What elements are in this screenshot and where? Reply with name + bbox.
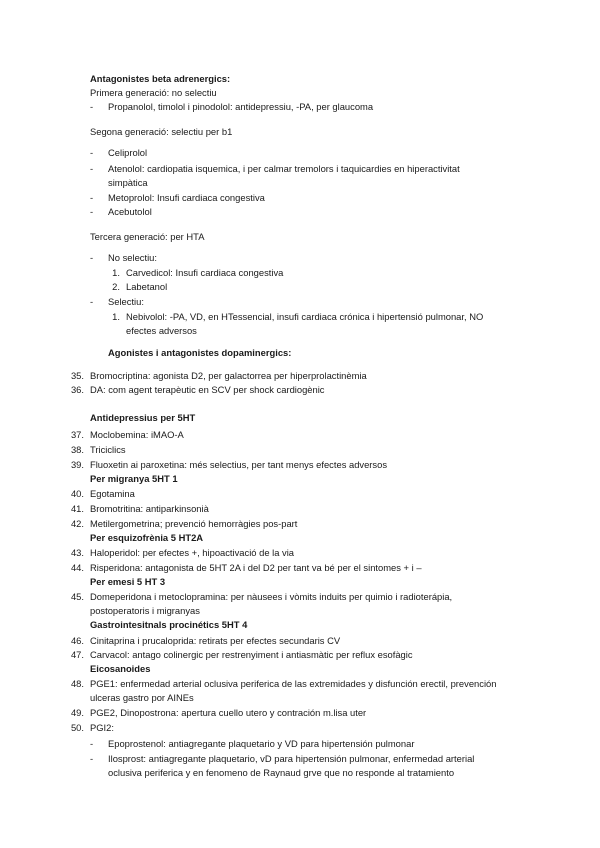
list-item: Cinitaprina i prucaloprida: retirats per efectes secundaris CV <box>90 635 341 646</box>
sub-marker: 1. <box>112 267 120 278</box>
list-item: Epoprostenol: antiagregante plaquetario y VD para hipertensión pulmonar <box>108 738 415 749</box>
list-item-continuation: efectes adversos <box>126 325 197 336</box>
list-item: PGI2: <box>90 722 114 733</box>
dash-marker: - <box>90 252 94 263</box>
list-item: Propanolol, timolol i pinodolol: antidepressiu, -PA, per glaucoma <box>108 101 374 112</box>
list-item: DA: com agent terapèutic en SCV per shock cardiogènic <box>90 384 325 395</box>
list-item: Bromocriptina: agonista D2, per galactorrea per hiperprolactinèmia <box>90 370 367 381</box>
item-number: 38. <box>70 444 84 455</box>
item-number: 39. <box>70 459 84 470</box>
list-item: PGE2, Dinopostrona: apertura cuello utero y contración m.lisa uter <box>90 707 367 718</box>
item-number: 50. <box>70 722 84 733</box>
list-item: Ilosprost: antiagregante plaquetario, vD para hipertensión pulmonar, enfermedad arterial <box>108 753 475 764</box>
list-item: Carvedicol: Insufi cardiaca congestiva <box>126 267 284 278</box>
list-item: PGE1: enfermedad arterial oclusiva periferica de las extremidades y disfunción erectil, prevención <box>90 678 497 689</box>
list-item-continuation: oclusiva periferica y en fenomeno de Raynaud grve que no responde al tratamiento <box>108 767 455 778</box>
dash-marker: - <box>90 738 94 749</box>
item-number: 41. <box>70 503 84 514</box>
list-item: Haloperidol: per efectes +, hipoactivació de la via <box>90 547 295 558</box>
sub-marker: 2. <box>112 281 120 292</box>
item-number: 49. <box>70 707 84 718</box>
gen3-label: Tercera generació: per HTA <box>90 231 205 242</box>
list-item: Carvacol: antago colinergic per restrenyiment i antiasmàtic per reflux esofàgic <box>90 649 413 660</box>
item-number: 45. <box>70 591 84 602</box>
list-item: Risperidona: antagonista de 5HT 2A i del D2 per tant va bé per el sintomes + i – <box>90 562 422 573</box>
list-item: Egotamina <box>90 488 135 499</box>
list-item: Atenolol: cardiopatia isquemica, i per calmar tremolors i taquicardies en hiperactivitat <box>108 163 460 174</box>
list-item: Nebivolol: -PA, VD, en HTessencial, insufi cardiaca crónica i hipertensió pulmonar, NO <box>126 311 484 322</box>
dash-marker: - <box>90 147 94 158</box>
item-number: 35. <box>70 370 84 381</box>
subheading-gastro: Gastrointesitnals procinétics 5HT 4 <box>90 619 248 630</box>
gen2-label: Segona generació: selectiu per b1 <box>90 126 233 137</box>
subheading-emesi: Per emesi 5 HT 3 <box>90 576 166 587</box>
list-item: Metoprolol: Insufi cardiaca congestiva <box>108 192 265 203</box>
heading-beta-antagonists: Antagonistes beta adrenergics: <box>90 73 231 84</box>
dash-marker: - <box>90 163 94 174</box>
subheading-esquizofrenia: Per esquizofrènia 5 HT2A <box>90 532 204 543</box>
selectiu-label: Selectiu: <box>108 296 144 307</box>
list-item-continuation: ulceras gastro por AINEs <box>90 692 194 703</box>
list-item: Domeperidona i metoclopramina: per nàusees i vòmits induits per quimio i radioterápia, <box>90 591 453 602</box>
dash-marker: - <box>90 753 94 764</box>
heading-dopaminergics: Agonistes i antagonistes dopaminergics: <box>108 347 292 358</box>
dash-marker: - <box>90 192 94 203</box>
list-item: Labetanol <box>126 281 168 292</box>
item-number: 37. <box>70 429 84 440</box>
heading-antidepressius: Antidepressius per 5HT <box>90 412 196 423</box>
sub-marker: 1. <box>112 311 120 322</box>
list-item: Fluoxetin ai paroxetina: més selectius, per tant menys efectes adversos <box>90 459 388 470</box>
list-item-continuation: simpàtica <box>108 177 148 188</box>
dash-marker: - <box>90 296 94 307</box>
no-selectiu-label: No selectiu: <box>108 252 157 263</box>
list-item: Triciclics <box>90 444 126 455</box>
dash-marker: - <box>90 206 94 217</box>
list-item-continuation: postoperatoris i migranyas <box>90 605 200 616</box>
list-item: Celiprolol <box>108 147 148 158</box>
list-item: Acebutolol <box>108 206 152 217</box>
item-number: 43. <box>70 547 84 558</box>
item-number: 40. <box>70 488 84 499</box>
subheading-migranya: Per migranya 5HT 1 <box>90 473 178 484</box>
list-item: Bromotritina: antiparkinsonià <box>90 503 209 514</box>
heading-eicosanoides: Eicosanoides <box>90 663 151 674</box>
list-item: Moclobemina: iMAO-A <box>90 429 184 440</box>
item-number: 36. <box>70 384 84 395</box>
item-number: 46. <box>70 635 84 646</box>
dash-marker: - <box>90 101 94 112</box>
list-item: Metilergometrina; prevenció hemorràgies pos-part <box>90 518 298 529</box>
item-number: 42. <box>70 518 84 529</box>
gen1-label: Primera generació: no selectiu <box>90 87 217 98</box>
item-number: 48. <box>70 678 84 689</box>
item-number: 47. <box>70 649 84 660</box>
item-number: 44. <box>70 562 84 573</box>
